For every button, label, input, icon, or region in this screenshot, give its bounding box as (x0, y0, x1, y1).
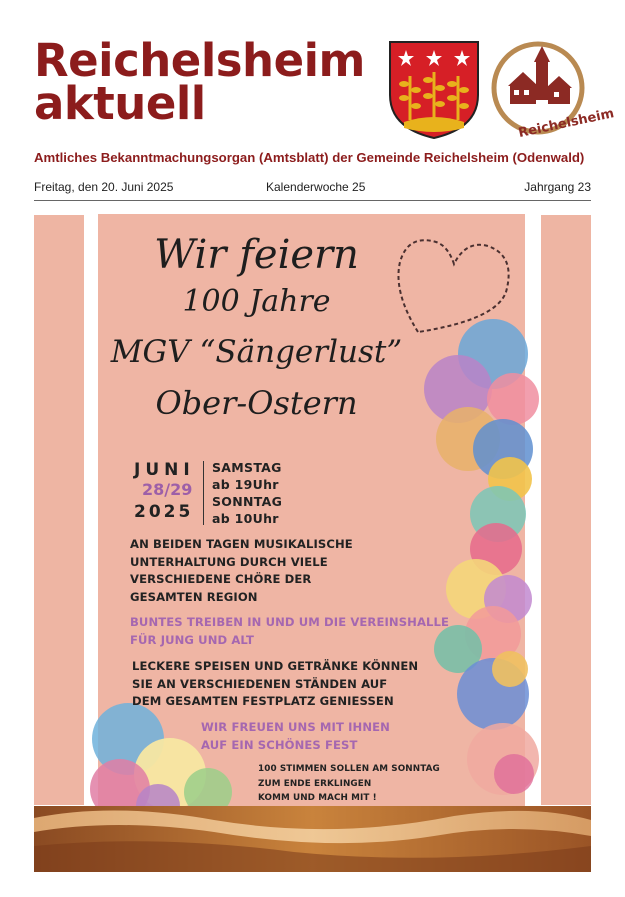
schedule-line: SONNTAG (212, 494, 283, 509)
text-line: KOMM UND MACH MIT ! (258, 793, 377, 803)
right-side-panel (541, 215, 591, 805)
headline-line-2: 100 Jahre (182, 284, 331, 319)
title-line-1: Reichelsheim (34, 34, 365, 87)
title-line-2: aktuell (34, 77, 206, 130)
masthead-title (34, 34, 365, 130)
divider (34, 200, 591, 201)
text-line: AUF EIN SCHÖNES FEST (201, 737, 358, 752)
event-date-block (128, 459, 288, 529)
event-poster (98, 214, 525, 806)
text-line: WIR FREUEN UNS MIT IHNEN (201, 720, 390, 734)
text-line: UNTERHALTUNG DURCH VIELE (130, 554, 328, 569)
coat-of-arms-icon (388, 40, 480, 140)
text-line: SIE AN VERSCHIEDENEN STÄNDEN AUF (132, 676, 388, 691)
text-line: BUNTES TREIBEN IN UND UM DIE VEREINSHALLE (130, 615, 450, 629)
event-month: JUNI (134, 460, 195, 480)
voices-paragraph (258, 762, 440, 806)
text-line: DEM GESAMTEN FESTPLATZ GENIESSEN (132, 694, 394, 708)
decorative-wave-footer (34, 806, 591, 872)
text-line: LECKERE SPEISEN UND GETRÄNKE KÖNNEN (132, 659, 419, 673)
issue-info-bar (34, 180, 591, 198)
headline-line-1: Wir feiern (154, 232, 359, 278)
food-paragraph (132, 658, 418, 711)
text-line: FÜR JUNG UND ALT (130, 632, 255, 647)
date-divider (203, 461, 204, 525)
text-line: GESAMTEN REGION (130, 589, 258, 604)
calendar-week: Kalenderwoche 25 (266, 180, 366, 194)
text-line: AN BEIDEN TAGEN MUSIKALISCHE (130, 537, 353, 551)
headline-line-4: Ober-Ostern (155, 384, 358, 422)
text-line: VERSCHIEDENE CHÖRE DER (130, 572, 312, 586)
subtitle: Amtliches Bekanntmachungsorgan (Amtsblatt) der Gemeinde Reichelsheim (Odenwald) (34, 150, 585, 165)
welcome-paragraph (201, 719, 390, 754)
activities-paragraph (130, 614, 449, 649)
text-line: ZUM ENDE ERKLINGEN (258, 778, 372, 789)
schedule-line: SAMSTAG (212, 460, 282, 475)
volume: Jahrgang 23 (524, 180, 591, 194)
event-schedule (212, 459, 282, 527)
logo-text: Reichelsheim (517, 106, 616, 142)
text-line: 100 STIMMEN SOLLEN AM SONNTAG (258, 764, 440, 774)
schedule-line: ab 19Uhr (212, 477, 279, 492)
schedule-line: ab 10Uhr (212, 511, 279, 526)
music-paragraph (130, 536, 353, 606)
issue-date: Freitag, den 20. Juni 2025 (34, 180, 174, 194)
event-year: 2025 (134, 502, 194, 522)
event-days: 28/29 (142, 480, 193, 499)
reichelsheim-logo (488, 40, 616, 142)
headline-line-3: MGV “Sängerlust” (110, 334, 403, 370)
